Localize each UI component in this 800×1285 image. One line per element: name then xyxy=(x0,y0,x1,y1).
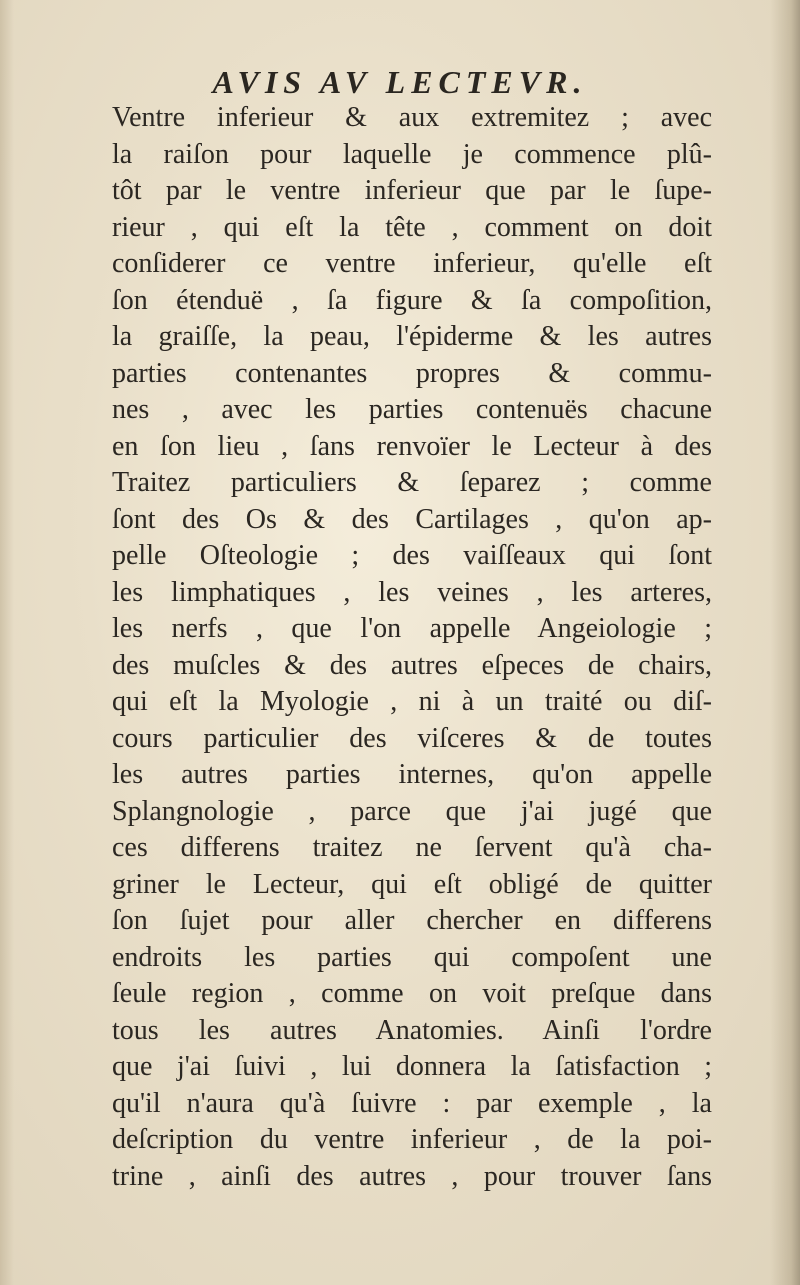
text-line: parties contenantes propres & commu- xyxy=(112,357,712,389)
text-line: la graiſſe, la peau, l'épiderme & les autres xyxy=(112,321,712,352)
text-line: deſcription du ventre inferieur , de la poi- xyxy=(112,1124,712,1155)
text-line: Splangnologie , parce que j'ai jugé que xyxy=(112,795,712,827)
text-line: rieur , qui eſt la tête , comment on doit xyxy=(112,211,712,243)
page-left-edge-shading xyxy=(0,0,14,1285)
text-line: qu'il n'aura qu'à ſuivre : par exemple , la xyxy=(112,1087,712,1119)
text-line: tous les autres Anatomies. Ainſi l'ordre xyxy=(112,1014,712,1046)
text-line: cours particulier des viſceres & de toutes xyxy=(112,722,712,754)
text-line: les nerfs , que l'on appelle Angeiologie ; xyxy=(112,613,712,644)
text-line: les autres parties internes, qu'on appelle xyxy=(112,759,712,790)
text-line: en ſon lieu , ſans renvoïer le Lecteur à des xyxy=(112,430,712,462)
body-text xyxy=(112,100,712,1195)
text-line: ſont des Os & des Cartilages , qu'on ap- xyxy=(112,503,712,535)
text-line: nes , avec les parties contenuës chacune xyxy=(112,394,712,425)
text-line: griner le Lecteur, qui eſt obligé de quitter xyxy=(112,868,712,900)
running-head: AVIS AV LECTEVR. xyxy=(212,64,588,100)
text-line: trine , ainſi des autres , pour trouver ſans xyxy=(112,1160,712,1192)
text-line: que j'ai ſuivi , lui donnera la ſatisfaction ; xyxy=(112,1051,712,1082)
text-line: endroits les parties qui compoſent une xyxy=(112,941,712,973)
text-line: pelle Oſteologie ; des vaiſſeaux qui ſont xyxy=(112,540,712,571)
page-gutter-shadow xyxy=(770,0,800,1285)
text-line: ſon ſujet pour aller chercher en differens xyxy=(112,905,712,936)
text-line: ſeule region , comme on voit preſque dans xyxy=(112,978,712,1009)
text-line: conſiderer ce ventre inferieur, qu'elle eſt xyxy=(112,248,712,279)
text-line: ces differens traitez ne ſervent qu'à cha- xyxy=(112,832,712,863)
text-line: la raiſon pour laquelle je commence plû- xyxy=(112,138,712,170)
text-line: les limphatiques , les veines , les arteres, xyxy=(112,576,712,608)
text-line: qui eſt la Myologie , ni à un traité ou diſ- xyxy=(112,686,712,717)
text-line: des muſcles & des autres eſpeces de chairs, xyxy=(112,649,712,681)
text-line: ſon étenduë , ſa figure & ſa compoſition, xyxy=(112,284,712,316)
text-line: tôt par le ventre inferieur que par le ſupe- xyxy=(112,175,712,206)
text-line: Traitez particuliers & ſeparez ; comme xyxy=(112,467,712,498)
text-line: Ventre inferieur & aux extremitez ; avec xyxy=(112,102,712,133)
